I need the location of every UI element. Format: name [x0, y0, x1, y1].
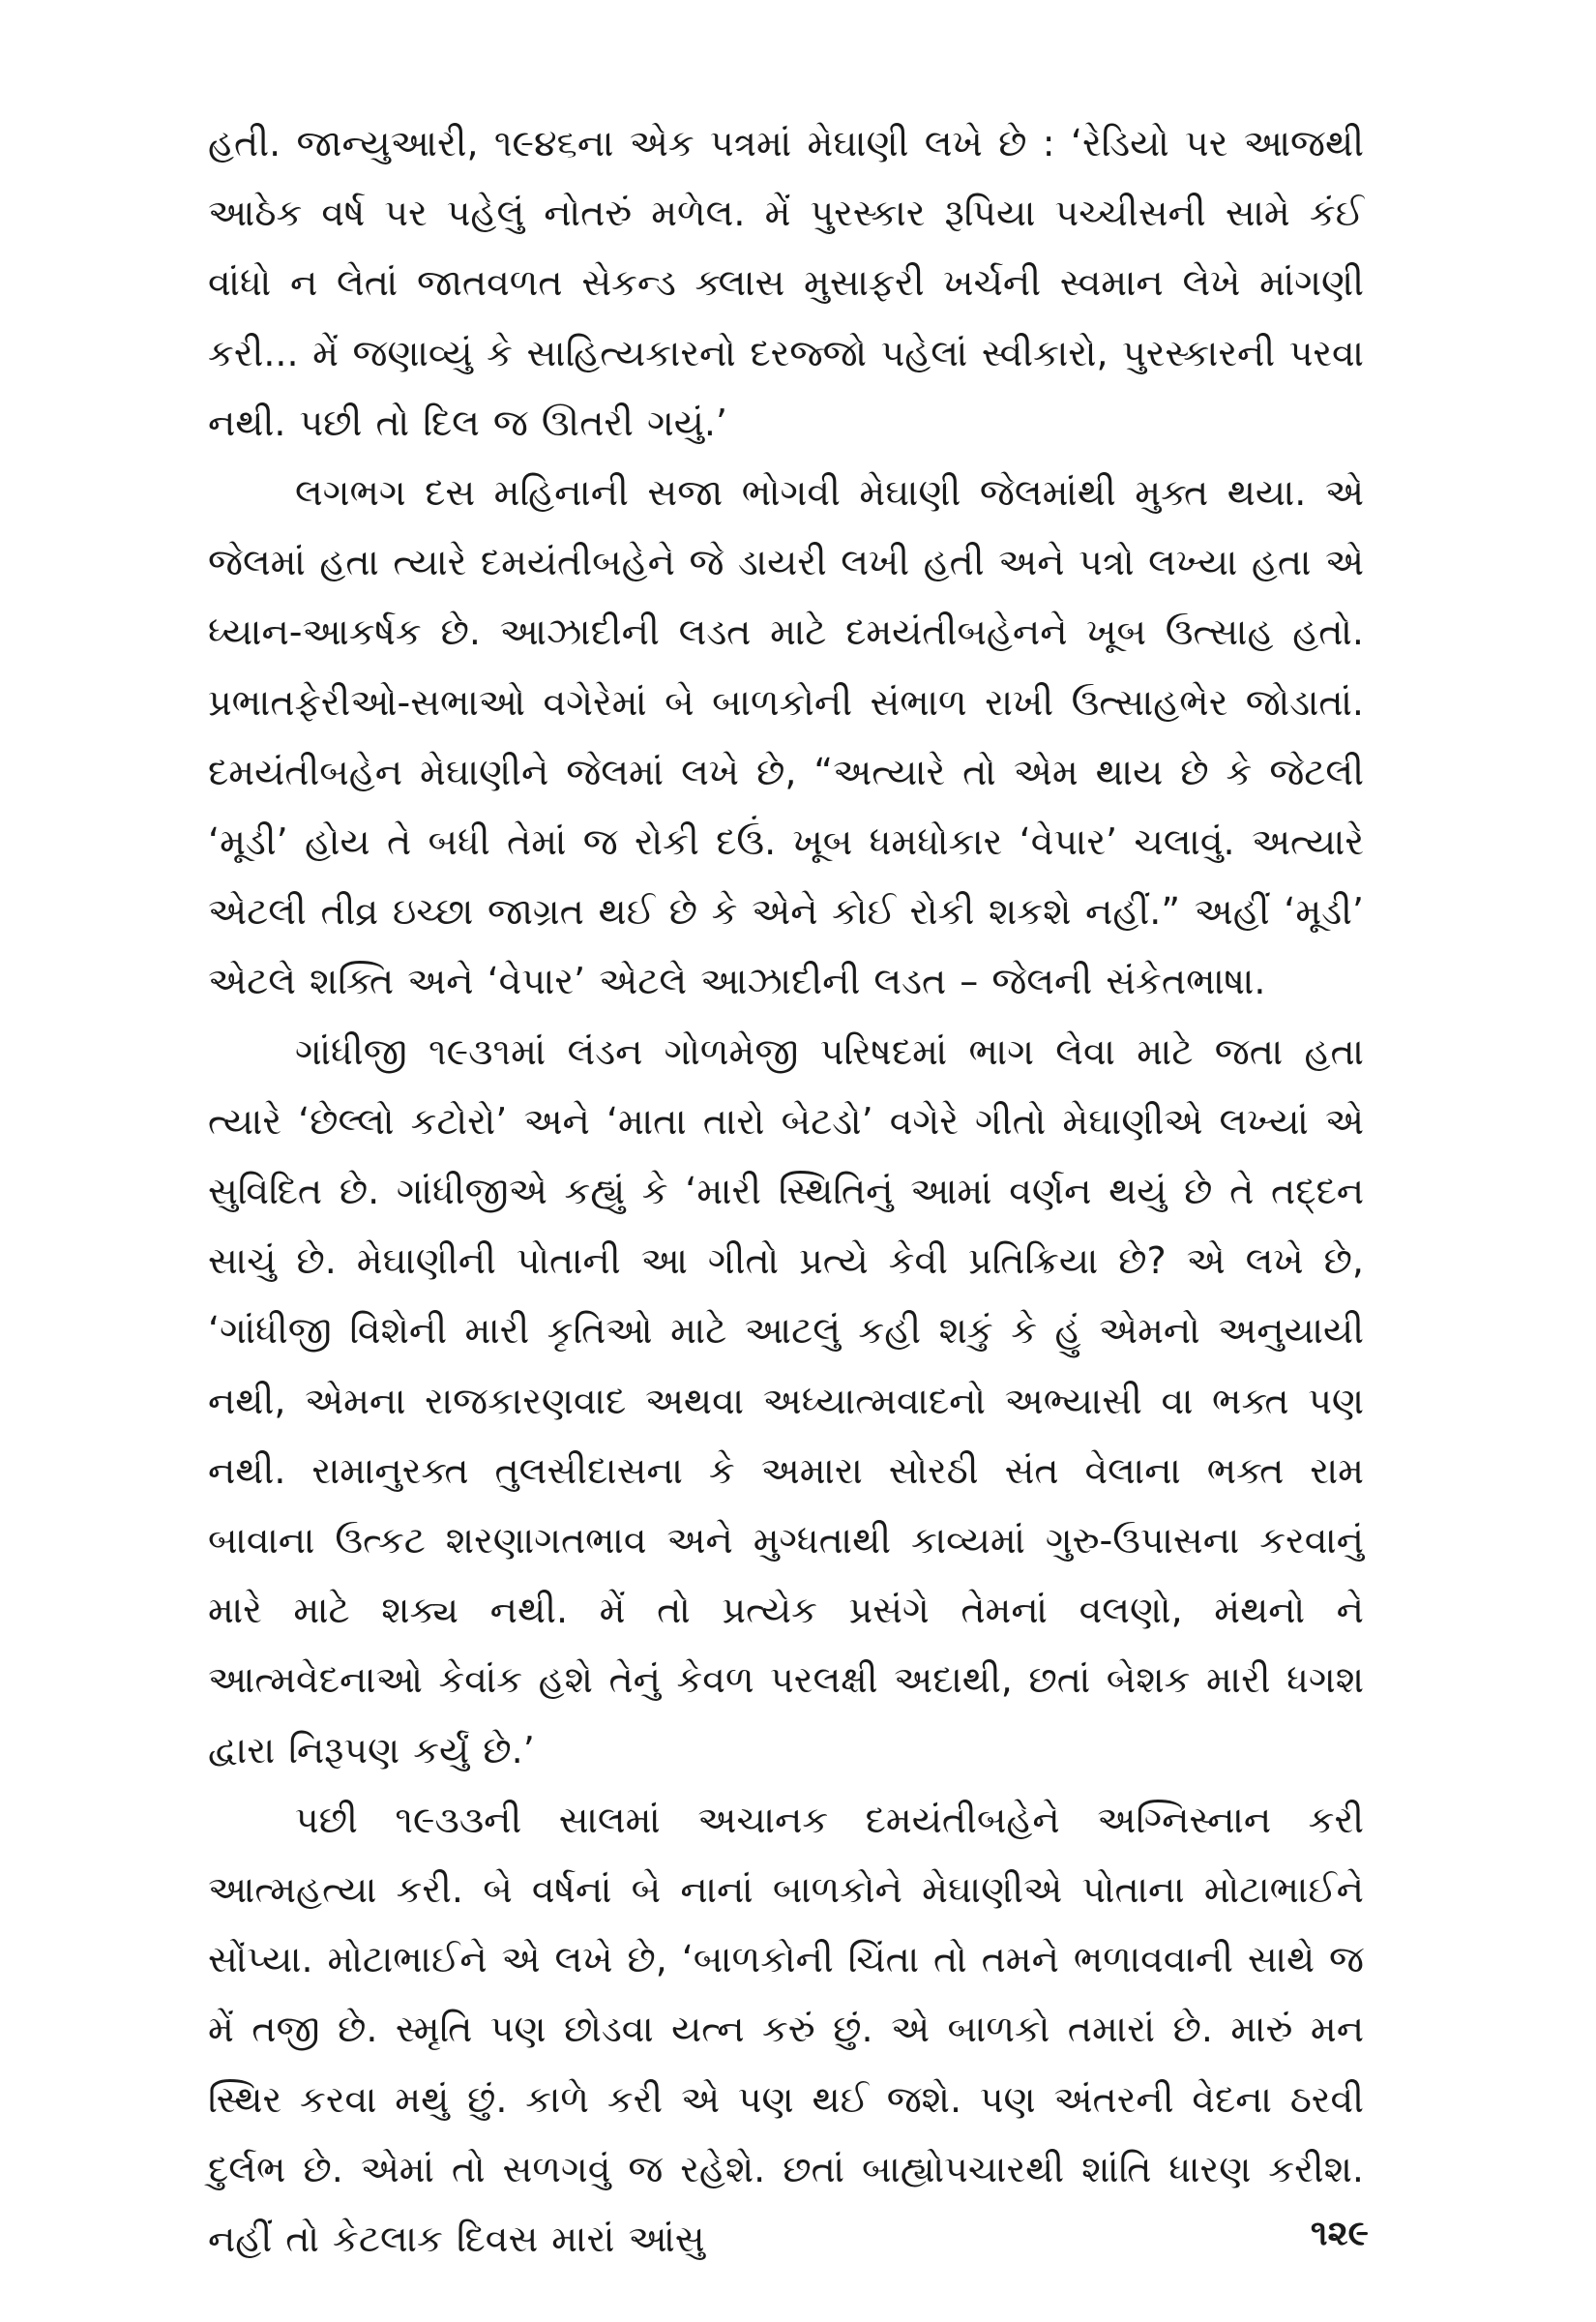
page-number: ૧૨૯	[1310, 2214, 1369, 2253]
paragraph-gandhi-songs: ગાંધીજી ૧૯૩૧માં લંડન ગોળમેજી પરિષદમાં ભાગ લેવા માટે જતા હતા ત્યારે ‘છેલ્લો કટોરો’ અને ‘માતા તારો બેટડો’ વગેરે ગીતો મેઘાણીએ લખ્યાં એ સુવિદિત છે. ગાંધીજીએ કહ્યું કે ‘મારી સ્થિતિનું આમાં વર્ણન થયું છે તે તદ્દન સાચું છે. મેઘાણીની પોતાની આ ગીતો પ્રત્યે કેવી પ્રતિક્રિયા છે? એ લખે છે, ‘ગાંધીજી વિશેની મારી કૃતિઓ માટે આટલું કહી શકું કે હું એમનો અનુયાયી નથી, એમના રાજકારણવાદ અથવા અધ્યાત્મવાદનો અભ્યાસી વા ભક્ત પણ નથી. રામાનુરક્ત તુલસીદાસના કે અમારા સોરઠી સંત વેલાના ભક્ત રામ બાવાના ઉત્કટ શરણાગતભાવ અને મુગ્ધતાથી કાવ્યમાં ગુરુ-ઉપાસના કરવાનું મારે માટે શક્ય નથી. મેં તો પ્રત્યેક પ્રસંગે તેમનાં વલણો, મંથનો ને આત્મવેદનાઓ કેવાંક હશે તેનું કેવળ પરલક્ષી અદાથી, છતાં બેશક મારી ધગશ દ્વારા નિરૂપણ કર્યું છે.’	[208, 1029, 1364, 1771]
body-text	[208, 108, 1364, 2274]
paragraph-1933: પછી ૧૯૩૩ની સાલમાં અચાનક દમયંતીબહેને અગ્નિસ્નાન કરી આત્મહત્યા કરી. બે વર્ષનાં બે નાનાં બાળકોને મેઘાણીએ પોતાના મોટાભાઈને સોંપ્યા. મોટાભાઈને એ લખે છે, ‘બાળકોની ચિંતા તો તમને ભળાવવાની સાથે જ મેં તજી છે. સ્મૃતિ પણ છોડવા યત્ન કરું છું. એ બાળકો તમારાં છે. મારું મન સ્થિર કરવા મથું છું. કાળે કરી એ પણ થઈ જશે. પણ અંતરની વેદના ઠરવી દુર્લભ છે. એમાં તો સળગવું જ રહેશે. છતાં બાહ્યોપચારથી શાંતિ ધારણ કરીશ. નહીં તો કેટલાક દિવસ મારાં આંસુ	[208, 1798, 1364, 2261]
paragraph-continuation: હતી. જાન્યુઆરી, ૧૯૪૬ના એક પત્રમાં મેઘાણી લખે છે : ‘રેડિયો પર આજથી આઠેક વર્ષ પર પહેલું નોતરું મળેલ. મેં પુરસ્કાર રૂપિયા પચ્ચીસની સામે કંઈ વાંધો ન લેતાં જાતવળત સેકન્ડ ક્લાસ મુસાફરી ખર્ચની સ્વમાન લેખે માંગણી કરી... મેં જણાવ્યું કે સાહિત્યકારનો દરજ્જો પહેલાં સ્વીકારો, પુરસ્કારની પરવા નથી. પછી તો દિલ જ ઊતરી ગયું.’	[208, 122, 1364, 444]
paragraph-jail-release: લગભગ દસ મહિનાની સજા ભોગવી મેઘાણી જેલમાંથી મુક્ત થયા. એ જેલમાં હતા ત્યારે દમયંતીબહેને જે ડાયરી લખી હતી અને પત્રો લખ્યા હતા એ ધ્યાન-આકર્ષક છે. આઝાદીની લડત માટે દમયંતીબહેનને ખૂબ ઉત્સાહ હતો. પ્રભાતફેરીઓ-સભાઓ વગેરેમાં બે બાળકોની સંભાળ રાખી ઉત્સાહભેર જોડાતાં. દમયંતીબહેન મેઘાણીને જેલમાં લખે છે, “અત્યારે તો એમ થાય છે કે જેટલી ‘મૂડી’ હોય તે બધી તેમાં જ રોકી દઉં. ખૂબ ધમધોકાર ‘વેપાર’ ચલાવું. અત્યારે એટલી તીવ્ર ઇચ્છા જાગ્રત થઈ છે કે એને કોઈ રોકી શકશે નહીં.” અહીં ‘મૂડી’ એટલે શક્તિ અને ‘વેપાર’ એટલે આઝાદીની લડત – જેલની સંકેતભાષા.	[208, 471, 1364, 1003]
